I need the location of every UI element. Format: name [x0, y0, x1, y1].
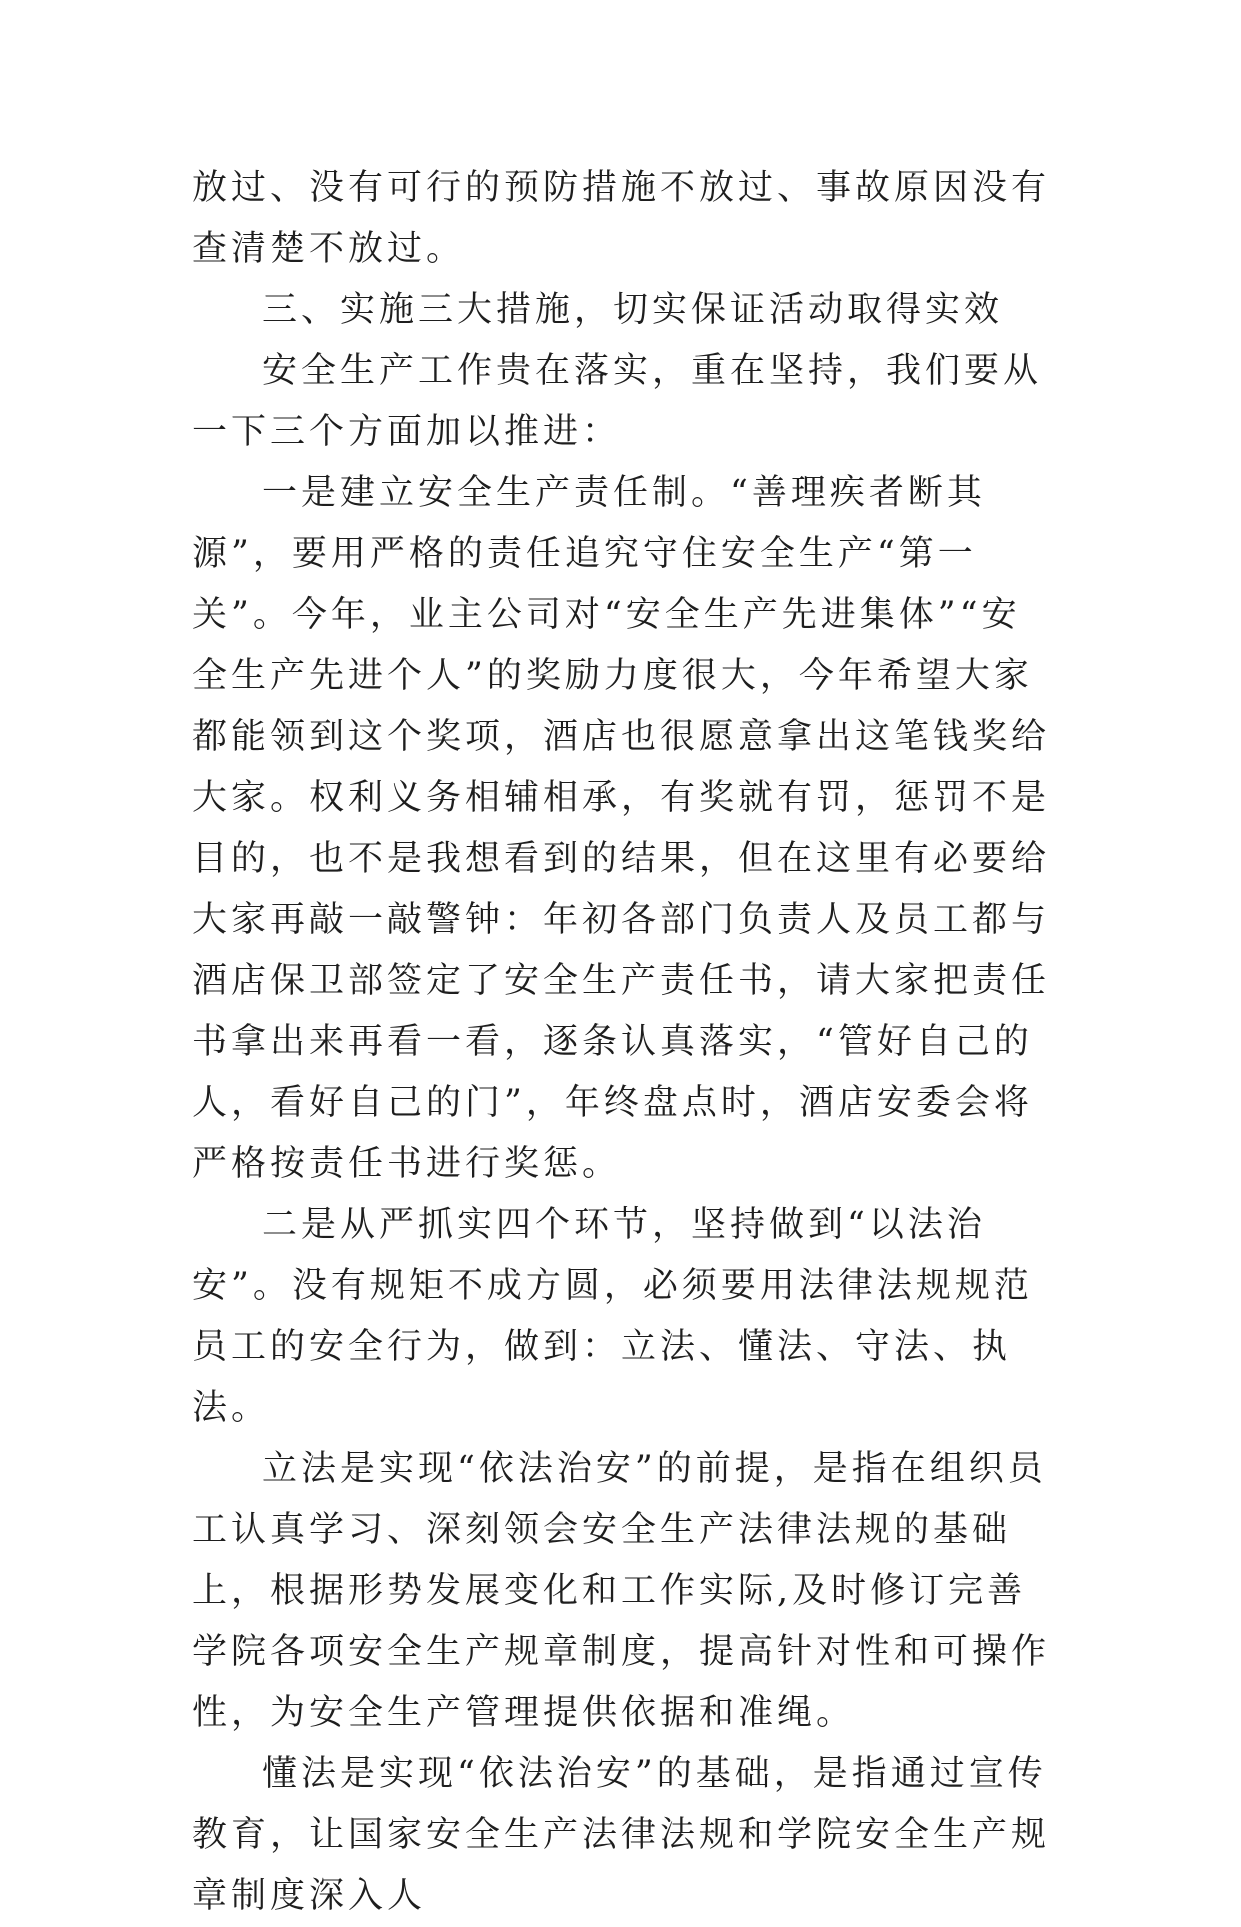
document-body: [192, 158, 1050, 1927]
paragraph-legislation: 立法是实现“依法治安”的前提，是指在组织员工认真学习、深刻领会安全生产法律法规的基础上，根据形势发展变化和工作实际,及时修订完善学院各项安全生产规章制度，提高针对性和可操作性，为安全生产管理提供依据和准绳。: [192, 1449, 1051, 1733]
section-heading: 三、实施三大措施，切实保证活动取得实效: [262, 290, 1004, 330]
paragraph-measure-one: 一是建立安全生产责任制。“善理疾者断其源”，要用严格的责任追究守住安全生产“第一关”。今年，业主公司对“安全生产先进集体”“安全生产先进个人”的奖励力度很大，今年希望大家都能领到这个奖项，酒店也很愿意拿出这笔钱奖给大家。权利义务相辅相承，有奖就有罚，惩罚不是目的，也不是我想看到的结果，但在这里有必要给大家再敲一敲警钟：年初各部门负责人及员工都与酒店保卫部签定了安全生产责任书，请大家把责任书拿出来再看一看，逐条认真落实，“管好自己的人，看好自己的门”，年终盘点时，酒店安委会将严格按责任书进行奖惩。: [192, 473, 1051, 1184]
paragraph-intro: 安全生产工作贵在落实，重在坚持，我们要从一下三个方面加以推进：: [192, 351, 1043, 452]
paragraph-continued: 放过、没有可行的预防措施不放过、事故原因没有查清楚不放过。: [192, 168, 1051, 269]
paragraph-measure-two: 二是从严抓实四个环节，坚持做到“以法治安”。没有规矩不成方圆，必须要用法律法规规范员工的安全行为，做到：立法、懂法、守法、执法。: [192, 1205, 1033, 1428]
paragraph-understanding-law: 懂法是实现“依法治安”的基础，是指通过宣传教育，让国家安全生产法律法规和学院安全生产规章制度深入人: [192, 1754, 1051, 1916]
